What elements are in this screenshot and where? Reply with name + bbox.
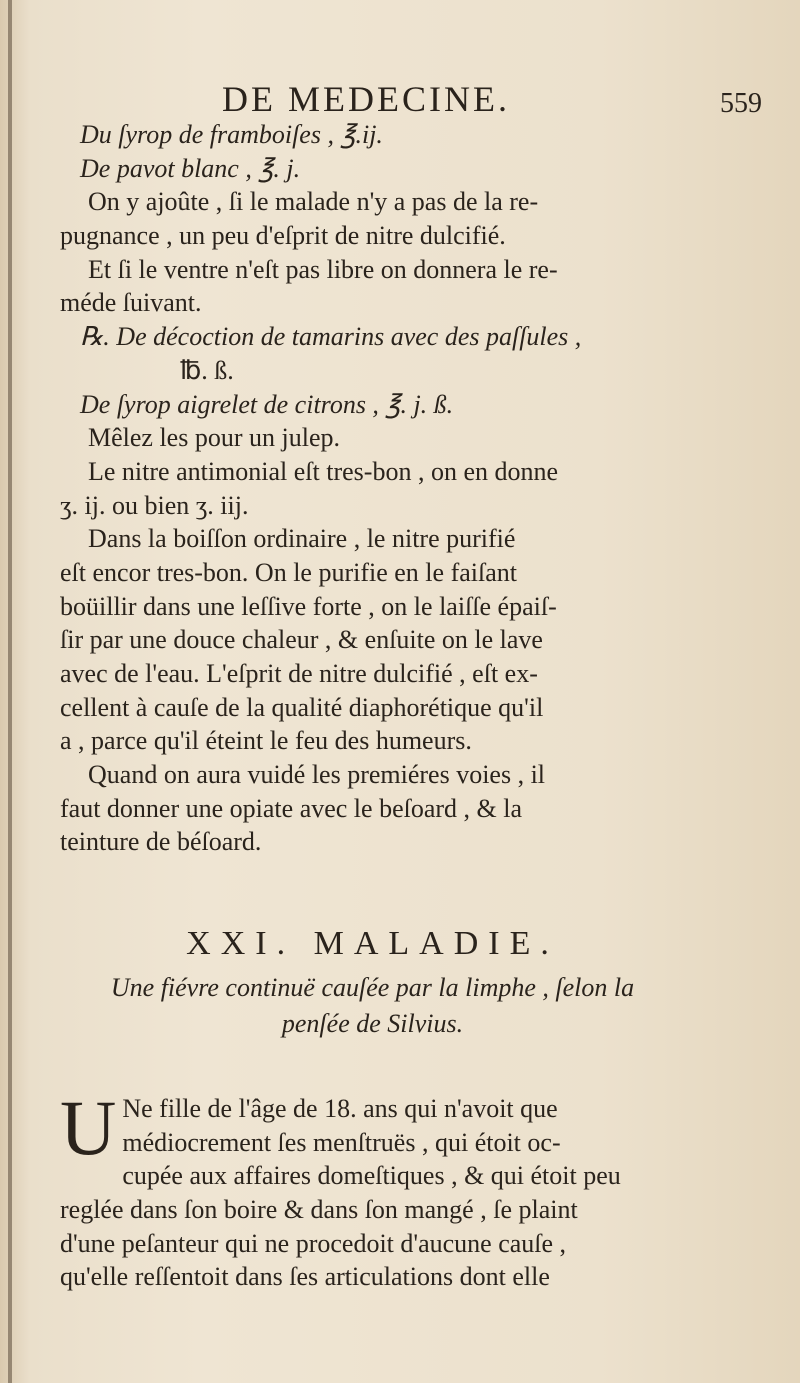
recipe-line: De pavot blanc , ℥. j. (80, 153, 301, 183)
recipe-line: ℞. De décoction de tamarins avec des paſſules , (80, 322, 582, 352)
page-number: 559 (720, 88, 762, 119)
text-line: boüillir dans une leſſive forte , on le laiſſe épaiſ- (60, 591, 557, 621)
text-line: cupée aux affaires domeſtiques , & qui étoit peu (122, 1161, 621, 1191)
recipe-line: Du ſyrop de framboiſes , ℥.ij. (80, 120, 383, 149)
running-head: DE MEDECINE. (222, 79, 510, 119)
chapter-subtitle-line: Une fiévre continuë cauſée par la limphe , ſelon la (110, 973, 635, 1002)
page-binding-edge (8, 0, 12, 1383)
chapter-subtitle (60, 970, 685, 1042)
text-line: Et ſi le ventre n'eſt pas libre on donnera le re- (88, 254, 558, 284)
text-line: Dans la boiſſon ordinaire , le nitre purifié (88, 524, 516, 554)
page-body (60, 118, 685, 859)
text-line: d'une peſanteur qui ne procedoit d'aucune cauſe , (60, 1228, 567, 1258)
text-line: Quand on aura vuidé les premiéres voies , il (88, 760, 546, 790)
text-line: a , parce qu'il éteint le feu des humeurs. (60, 726, 472, 756)
text-line: Le nitre antimonial eſt tres-bon , on en donne (88, 456, 559, 486)
text-line: reglée dans ſon boire & dans ſon mangé , ſe plaint (60, 1195, 578, 1225)
text-line: pugnance , un peu d'eſprit de nitre dulcifié. (60, 221, 506, 251)
text-line: On y ajoûte , ſi le malade n'y a pas de la re- (88, 187, 539, 217)
chapter-subtitle-line: penſée de Silvius. (281, 1009, 464, 1038)
recipe-line: De ſyrop aigrelet de citrons , ℥. j. ß. (80, 389, 454, 419)
text-line: médiocrement ſes menſtruës , qui étoit oc- (122, 1127, 561, 1157)
text-line: Ne fille de l'âge de 18. ans qui n'avoit que (122, 1094, 558, 1123)
chapter-paragraph (60, 1084, 685, 1294)
text-line: ʒ. ij. ou bien ʒ. iij. (60, 490, 249, 520)
text-line: qu'elle reſſentoit dans ſes articulations dont elle (60, 1262, 550, 1292)
text-line: méde ſuivant. (60, 288, 202, 318)
page-header (222, 78, 762, 122)
text-line: Mêlez les pour un julep. (88, 423, 340, 453)
text-line: cellent à cauſe de la qualité diaphorétique qu'il (60, 692, 544, 722)
text-line: ſir par une douce chaleur , & enſuite on le lave (60, 625, 543, 655)
recipe-line: ℔. ß. (180, 355, 234, 385)
drop-cap: U (60, 1084, 117, 1171)
text-line: faut donner une opiate avec le beſoard , & la (60, 793, 523, 823)
text-line: teinture de béſoard. (60, 827, 262, 857)
text-line: avec de l'eau. L'eſprit de nitre dulcifié , eſt ex- (60, 659, 538, 688)
text-line: eſt encor tres-bon. On le purifie en le faiſant (60, 557, 517, 587)
chapter-title: XXI. MALADIE. (186, 925, 559, 962)
